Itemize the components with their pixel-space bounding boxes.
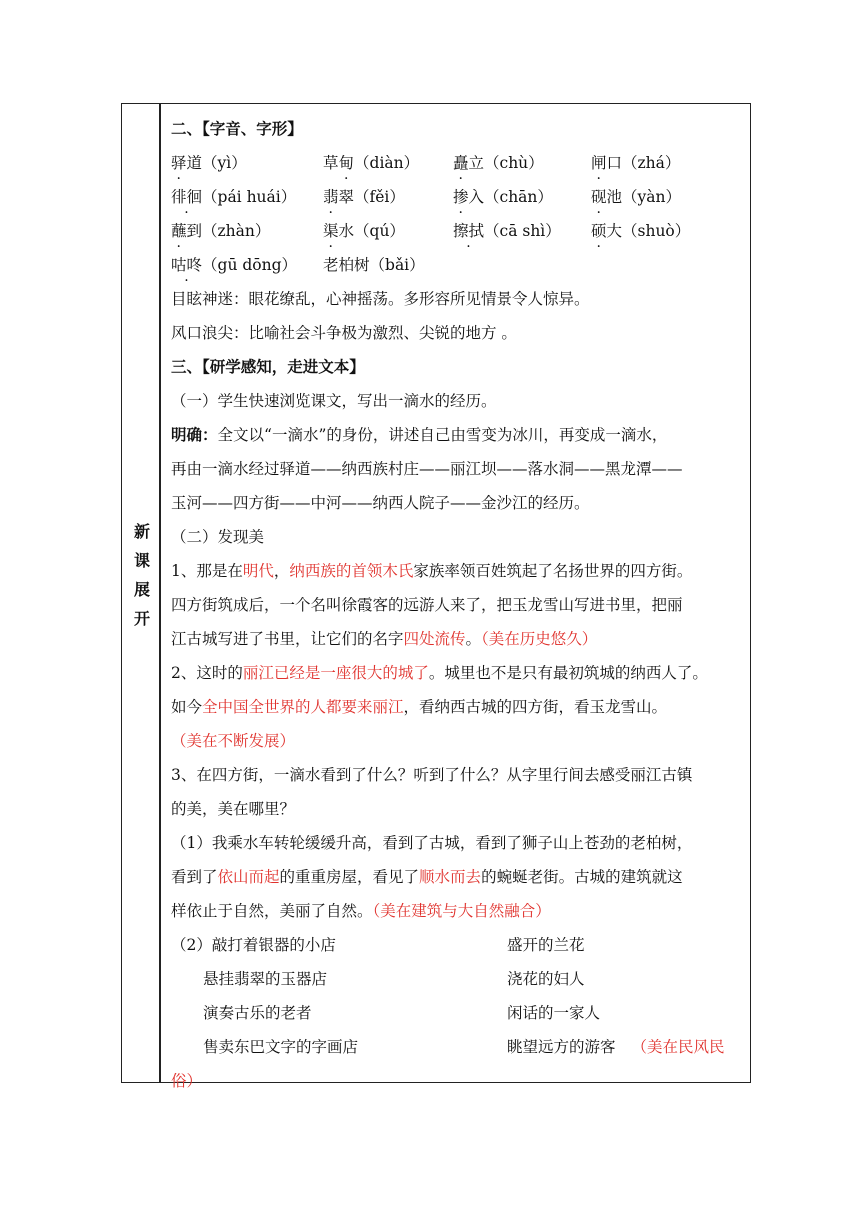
label-char: 开 — [133, 609, 150, 628]
idiom-note: 风口浪尖：比喻社会斗争极为激烈、尖锐的地方 。 — [171, 324, 517, 342]
vocab-item: 闸口（zhá） — [591, 154, 681, 172]
list-row: 演奏古乐的老者 闲话的一家人 — [203, 1004, 601, 1022]
vocab-item: 老柏树（bǎi） — [323, 256, 425, 274]
paragraph-line: 的美，美在哪里？ — [171, 800, 296, 818]
list-row: 售卖东巴文字的字画店 眺望远方的游客 （美在民风民 — [203, 1038, 725, 1056]
content-cell — [171, 112, 746, 1098]
vocab-item: 徘徊（pái huái） — [171, 188, 297, 206]
answer-label: 明确： — [171, 425, 218, 444]
paragraph-line: （1）我乘水车转轮缓缓升高，看到了古城，看到了狮子山上苍劲的老柏树， — [171, 834, 693, 852]
vocab-item: 掺入（chān） — [453, 188, 553, 206]
section-three-title: 三、【研学感知，走进文本】 — [171, 357, 365, 376]
vocab-row — [171, 146, 746, 180]
vocab-item: 渠水（qú） — [323, 222, 405, 240]
vocab-item: 蘸到（zhàn） — [171, 222, 271, 240]
vocab-row — [171, 248, 746, 282]
vocab-item: 矗立（chù） — [453, 154, 544, 172]
paragraph-line: 江古城写进了书里，让它们的名字四处流传。（美在历史悠久） — [171, 630, 598, 648]
vocab-item: 翡翠（fěi） — [323, 188, 405, 206]
section-two-title: 二、【字音、字形】 — [171, 119, 303, 138]
paragraph-line: （美在不断发展） — [171, 732, 296, 750]
vocab-item: 咕咚（gū dōng） — [171, 256, 298, 274]
vocab-item: 擦拭（cā shì） — [453, 222, 561, 240]
label-char: 展 — [133, 580, 150, 599]
question-one: （一）学生快速浏览课文，写出一滴水的经历。 — [171, 392, 497, 410]
vocab-item: 草甸（diàn） — [323, 154, 420, 172]
label-char: 课 — [133, 551, 150, 570]
list-row: （2）敲打着银器的小店 盛开的兰花 — [171, 936, 585, 954]
vocab-item: 驿道（yì） — [171, 154, 247, 172]
paragraph-line: 3、在四方街，一滴水看到了什么？听到了什么？从字里行间去感受丽江古镇 — [171, 766, 693, 784]
list-row: 悬挂翡翠的玉器店 浇花的妇人 — [203, 970, 585, 988]
paragraph-line: 1、那是在明代，纳西族的首领木氏家族率领百姓筑起了名扬世界的四方街。 — [171, 562, 693, 580]
paragraph-line: 样依止于自然，美丽了自然。（美在建筑与大自然融合） — [171, 902, 551, 920]
label-char: 新 — [133, 522, 150, 541]
vocab-item: 砚池（yàn） — [591, 188, 681, 206]
answer-line: 玉河——四方街——中河——纳西人院子——金沙江的经历。 — [171, 494, 590, 512]
section-label-vertical — [127, 517, 157, 633]
list-tail: 俗） — [171, 1072, 203, 1090]
paragraph-line: 四方街筑成后，一个名叫徐霞客的远游人来了，把玉龙雪山写进书里，把丽 — [171, 596, 683, 614]
paragraph-line: 2、这时的丽江已经是一座很大的城了。城里也不是只有最初筑城的纳西人了。 — [171, 664, 708, 682]
answer-line: 再由一滴水经过驿道——纳西族村庄——丽江坝——落水洞——黑龙潭—— — [171, 460, 683, 478]
answer-line: 明确：全文以“一滴水”的身份，讲述自己由雪变为冰川，再变成一滴水， — [171, 425, 668, 444]
paragraph-line: 看到了依山而起的重重房屋，看见了顺水而去的蜿蜒老街。古城的建筑就这 — [171, 868, 683, 886]
vocab-item: 硕大（shuò） — [591, 222, 691, 240]
label-column-divider — [160, 104, 161, 1082]
idiom-note: 目眩神迷：眼花缭乱，心神摇荡。多形容所见情景令人惊异。 — [171, 290, 590, 308]
question-two: （二）发现美 — [171, 528, 265, 546]
paragraph-line: 如今全中国全世界的人都要来丽江，看纳西古城的四方街，看玉龙雪山。 — [171, 698, 668, 716]
